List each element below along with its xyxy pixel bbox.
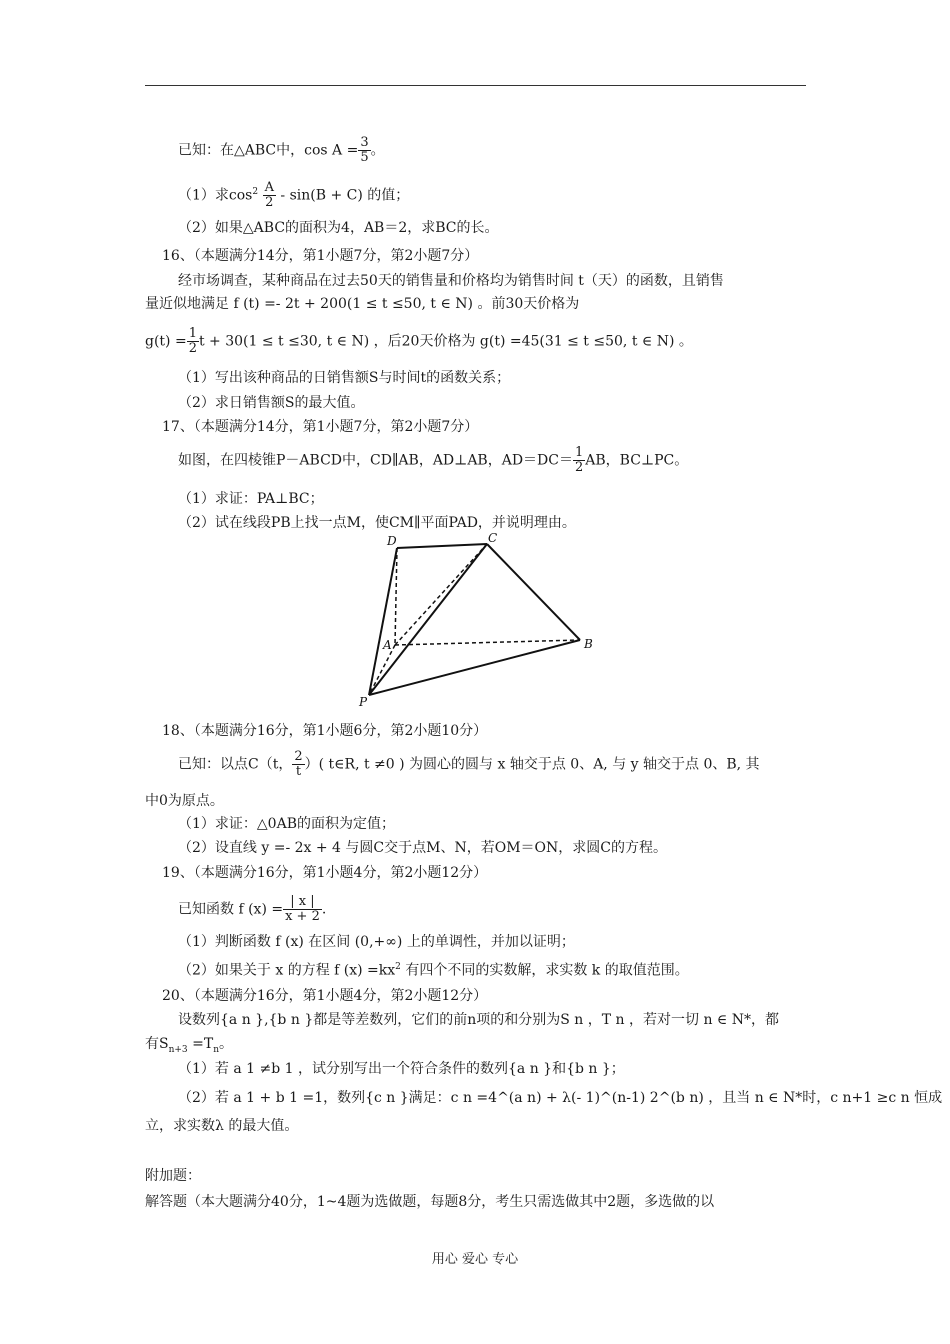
p19-q1: （1）判断函数 f (x) 在区间 (0,+∞) 上的单调性，并加以证明； bbox=[178, 934, 575, 950]
fraction: $\frac{1}{2}$ bbox=[575, 445, 584, 475]
p16-text-1: 经市场调查，某种商品在过去50天的销售量和价格均为销售时间 t（天）的函数，且销售 bbox=[178, 273, 724, 289]
edge-DA bbox=[395, 548, 397, 645]
p20-text-2: 有$S_{n+3} =T_n$。 bbox=[145, 1036, 233, 1055]
p16-text-3: g(t) = $\frac{1}{2}$ t + 30(1 ≤ t ≤30, t ∈ N) ，后20天价格为 g(t) =45(31 ≤ t ≤50, t ∈ N) 。 bbox=[145, 326, 693, 356]
fraction: $\frac{1}{2}$ bbox=[188, 326, 197, 356]
p20-q2: （2）若 a 1 + b 1 =1，数列{c n }满足：c n =4^(a n) + λ(- 1)^(n-1) 2^(b n) ，且当 n ∈ N*时，c n+1 ≥c n 恒成 bbox=[178, 1090, 943, 1106]
edge-CB bbox=[487, 544, 580, 640]
p15-q1: （1）求$\cos^2$ $\frac{A}{2}$ - sin(B + C) 的值； bbox=[178, 180, 410, 210]
p20-heading: 20、（本题满分16分，第1小题4分，第2小题12分） bbox=[162, 988, 488, 1004]
p19-text-1: 已知函数 f (x) = $\frac{| x |}{x + 2}$ . bbox=[178, 894, 327, 924]
pyramid-figure bbox=[345, 530, 605, 710]
p16-q2: （2）求日销售额S的最大值。 bbox=[178, 395, 365, 411]
label-P: P bbox=[359, 695, 368, 709]
p17-text-1: 如图，在四棱锥P－ABCD中，CD∥AB，AD⊥AB，AD＝DC＝ $\frac{1}{2}$ AB，BC⊥PC。 bbox=[178, 445, 689, 475]
p19-q2: （2）如果关于 x 的方程 f $(x) =kx^2$ 有四个不同的实数解，求实数 k 的取值范围。 bbox=[178, 962, 689, 979]
edge-AB bbox=[395, 640, 580, 645]
edge-DC bbox=[397, 544, 487, 548]
p17-q2: （2）试在线段PB上找一点M，使CM∥平面PAD，并说明理由。 bbox=[178, 515, 576, 531]
label-C: C bbox=[488, 531, 498, 545]
p20-q1: （1）若 a 1 ≠b 1 ，试分别写出一个符合条件的数列{a n }和{b n }； bbox=[178, 1061, 625, 1077]
fraction: $\frac{2}{t}$ bbox=[294, 749, 303, 779]
header-rule bbox=[145, 85, 806, 86]
p16-heading: 16、（本题满分14分，第1小题7分，第2小题7分） bbox=[162, 248, 479, 264]
fraction: $\frac{3}{5}$ bbox=[360, 135, 369, 165]
extra-heading: 附加题： bbox=[145, 1168, 201, 1184]
edge-BP bbox=[369, 640, 580, 695]
p16-text-2: 量近似地满足 f (t) =- 2t + 200(1 ≤ t ≤50, t ∈ N) 。前30天价格为 bbox=[145, 296, 580, 312]
label-A: A bbox=[383, 638, 392, 652]
p18-text-2: 中0为原点。 bbox=[145, 793, 224, 809]
edge-AC bbox=[395, 544, 487, 645]
p17-q1: （1）求证：PA⊥BC； bbox=[178, 491, 324, 507]
extra-text: 解答题（本大题满分40分，1~4题为选做题，每题8分，考生只需选做其中2题，多选做的以 bbox=[145, 1194, 715, 1210]
edge-DP bbox=[369, 548, 397, 695]
p20-text-1: 设数列{a n },{b n }都是等差数列，它们的前n项的和分别为S n ，T n ，若对一切 n ∈ N*，都 bbox=[178, 1012, 779, 1028]
label-D: D bbox=[387, 534, 397, 548]
p20-q3: 立，求实数λ 的最大值。 bbox=[145, 1118, 299, 1134]
label-B: B bbox=[584, 637, 593, 651]
p18-q1: （1）求证：△0AB的面积为定值； bbox=[178, 816, 395, 832]
page-footer: 用心 爱心 专心 bbox=[431, 1252, 519, 1267]
edge-CP bbox=[369, 544, 487, 695]
p19-heading: 19、（本题满分16分，第1小题4分，第2小题12分） bbox=[162, 865, 488, 881]
p16-q1: （1）写出该种商品的日销售额S与时间t的函数关系； bbox=[178, 370, 511, 386]
p17-heading: 17、（本题满分14分，第1小题7分，第2小题7分） bbox=[162, 419, 479, 435]
p15-q2: （2）如果△ABC的面积为4，AB＝2，求BC的长。 bbox=[178, 220, 499, 236]
p15-given: 已知：在△ABC中，cos A = $\frac{3}{5}$ 。 bbox=[178, 135, 385, 165]
p18-heading: 18、（本题满分16分，第1小题6分，第2小题10分） bbox=[162, 723, 488, 739]
p18-text-1: 已知：以点C（t， $\frac{2}{t}$ ）( t∈R, t ≠0 ) 为圆心的圆与 x 轴交于点 0、A, 与 y 轴交于点 0、B, 其 bbox=[178, 749, 760, 779]
fraction: $\frac{| x |}{x + 2}$ bbox=[285, 894, 320, 924]
fraction: $\frac{A}{2}$ bbox=[264, 180, 274, 210]
p18-q2: （2）设直线 y =- 2x + 4 与圆C交于点M、N，若OM＝ON，求圆C的方程。 bbox=[178, 840, 667, 856]
